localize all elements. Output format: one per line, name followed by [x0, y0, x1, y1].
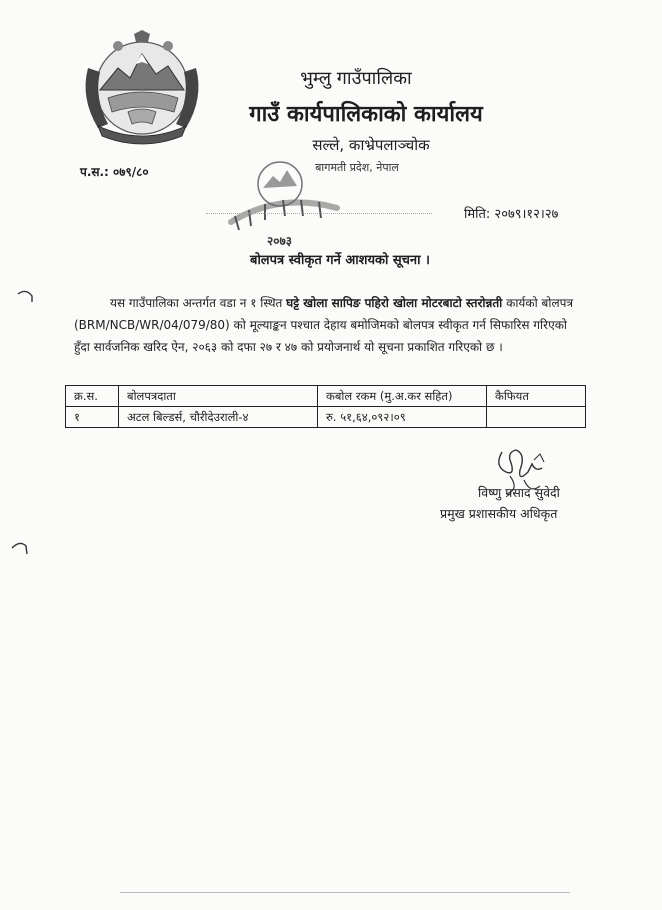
punch-hole-mark — [16, 288, 34, 304]
cell-amount: रु. ५१,६४,०९२।०९ — [318, 407, 487, 428]
cell-serial: १ — [66, 407, 119, 428]
divider — [206, 213, 432, 214]
stamp-number: २०७३ — [267, 234, 292, 248]
punch-hole-mark — [10, 540, 28, 556]
header-bidder: बोलपत्रदाता — [119, 386, 318, 407]
scan-edge-line — [120, 892, 570, 893]
notice-subject: बोलपत्र स्वीकृत गर्ने आशयको सूचना । — [250, 253, 430, 268]
office-title: गाउँ कार्यपालिकाको कार्यालय — [249, 102, 483, 127]
province-name: बागमती प्रदेश, नेपाल — [315, 161, 399, 174]
project-name: घट्टे खोला सापिङ पहिरो खोला मोटरबाटो स्तरोन्नती — [286, 296, 503, 310]
body-part-1: यस गाउँपालिका अन्तर्गत वडा न १ स्थित — [110, 296, 287, 310]
reference-number: प.स.: ०७९/८० — [80, 165, 149, 179]
cell-remarks — [487, 407, 586, 428]
table-row — [66, 407, 586, 428]
issue-date: मिति: २०७९।१२।२७ — [464, 207, 559, 222]
signatory-title: प्रमुख प्रशासकीय अधिकृत — [440, 506, 558, 521]
header-remarks: कैफियत — [487, 386, 586, 407]
signatory-name: विष्णु प्रसाद सुवेदी — [478, 485, 560, 500]
body-part-2: कार्यको बोलपत्र (BRM/NCB/WR/04/079/80) को मूल्याङ्कन पश्चात देहाय बमोजिमको बोलपत्र स्वीकृत गर्न सिफारिस गरिएको हुँदा सार्वजनिक खरिद ऐन, २०६३ को दफा २७ र ४७ को प्रयोजनार्थ यो सूचना प्रकाशित गरिएको छ । — [74, 296, 574, 354]
notice-body — [74, 292, 574, 358]
municipality-stamp — [225, 150, 345, 245]
office-address: सल्ले, काभ्रेपलाञ्चोक — [312, 136, 430, 154]
bid-table — [65, 385, 586, 428]
cell-bidder: अटल बिल्डर्स, चौरीदेउराली-४ — [119, 407, 318, 428]
table-header-row — [66, 386, 586, 407]
header-amount: कबोल रकम (मु.अ.कर सहित) — [318, 386, 487, 407]
header-serial: क्र.स. — [66, 386, 119, 407]
municipality-name: भुम्लु गाउँपालिका — [300, 68, 412, 89]
